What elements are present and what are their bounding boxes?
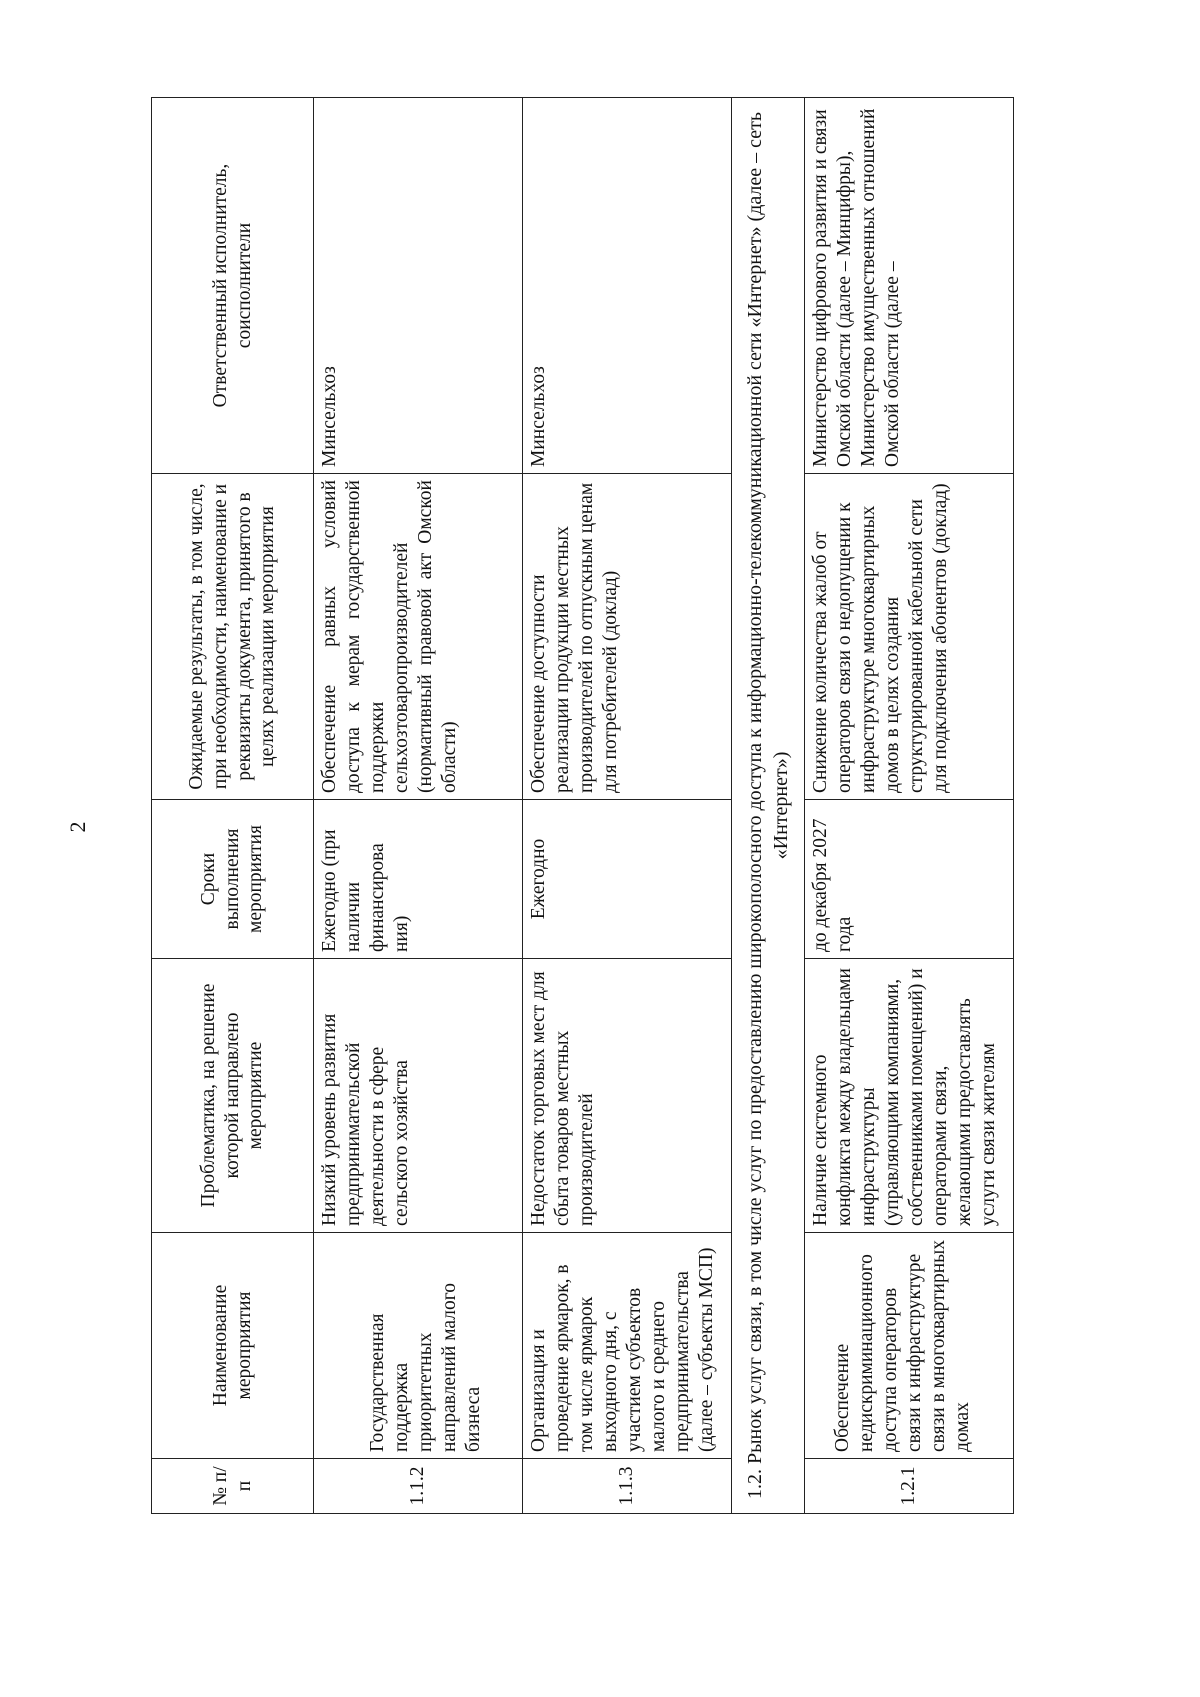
measure-problem: Наличие системного конфликта между владельцами инфраструктуры (управляющими компаниями, собственниками помещений) и операторами связи, желающими предоставлять услуги связи жителям [805,959,1014,1233]
measure-result: Обеспечение доступности реализации продукции местных производителей по отпускным ценам для потребителей (доклад) [523,474,732,800]
header-deadline: Сроки выполнения мероприятия [152,800,314,959]
measure-name-text: Обеспечение недискриминационного доступа операторов связи к инфраструктуре связи в многоквартирных домах [832,1239,973,1452]
header-executor: Ответственный исполнитель, соисполнители [152,98,314,474]
measure-executor: Минсельхоз [523,98,732,474]
row-number: 1.2.1 [805,1459,1014,1514]
measure-problem: Низкий уровень развития предпринимательской деятельности в сфере сельского хозяйства [314,959,523,1233]
measure-deadline: Ежегодно [523,800,732,959]
measure-executor: Министерство цифрового развития и связи Омской области (далее – Минцифры), Министерство имущественных отношений Омской области (далее – [805,98,1014,474]
rotated-table-container [151,98,1189,1514]
page-number: 2 [65,821,90,833]
section-row [732,98,805,1514]
measure-result: Снижение количества жалоб от операторов связи о недопущении к инфраструктуре многоквартирных домов в целях создания структурированной кабельной сети для подключения абонентов (доклад) [805,474,1014,800]
row-number: 1.1.2 [314,1459,523,1514]
measure-executor: Минсельхоз [314,98,523,474]
table-row [805,98,1014,1514]
measure-name [805,1233,1014,1459]
measure-name-text: Государственная поддержка приоритетных направлений малого бизнеса [367,1283,484,1452]
measure-name: Организация и проведение ярмарок, в том числе ярмарок выходного дня, с участием субъектов малого и среднего предпринимательства (далее – субъекты МСП) [523,1233,732,1459]
header-problem: Проблематика, на решение которой направлено мероприятие [152,959,314,1233]
section-heading: 1.2. Рынок услуг связи, в том числе услуг по предоставлению широкополосного доступа к информационно-телекоммуникационной сети «Интернет» (далее – сеть «Интернет») [732,98,805,1514]
measure-name [314,1233,523,1459]
measure-result: Обеспечение равных условий доступа к мерам государственной поддержки сельхозтоваропроизводителей (нормативный правовой акт Омской области) [314,474,523,800]
header-result: Ожидаемые результаты, в том числе, при необходимости, наименование и реквизиты документа, принятого в целях реализации мероприятия [152,474,314,800]
table-header-row [152,98,314,1514]
table-row [523,98,732,1514]
measures-table [151,97,1014,1514]
measure-deadline: до декабря 2027 года [805,800,1014,959]
measure-problem: Недостаток торговых мест для сбыта товаров местных производителей [523,959,732,1233]
row-number: 1.1.3 [523,1459,732,1514]
header-num: № п/п [152,1459,314,1514]
table-row [314,98,523,1514]
measure-deadline: Ежегодно (при наличии финансирова ния) [314,800,523,959]
header-name: Наименование мероприятия [152,1233,314,1459]
